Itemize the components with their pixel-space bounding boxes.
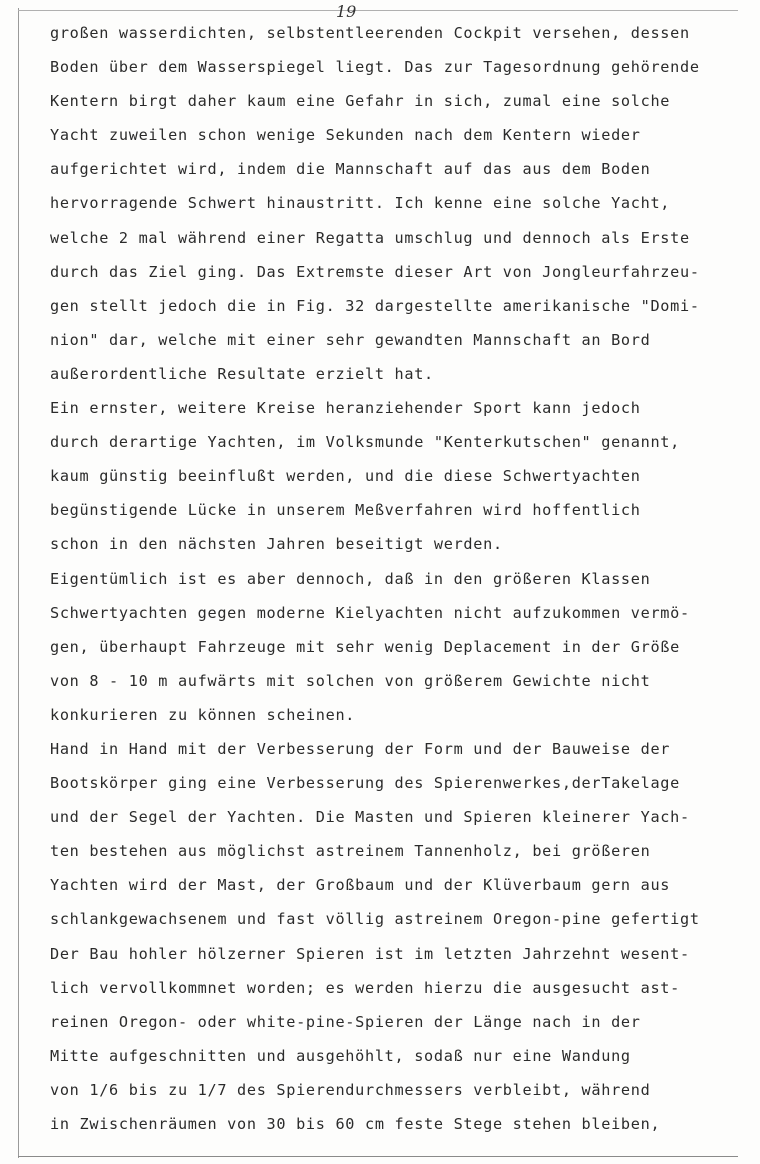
text-line: schon in den nächsten Jahren beseitigt werden. [50,535,503,554]
page-bottom-border [18,1156,738,1157]
text-line: nion" dar, welche mit einer sehr gewandten Mannschaft an Bord [50,330,651,349]
page-top-border [18,10,738,11]
text-line: und der Segel der Yachten. Die Masten und Spieren kleinerer Yach- [50,808,690,827]
text-line: Schwertyachten gegen moderne Kielyachten nicht aufzukommen vermö- [50,603,690,622]
text-line: Hand in Hand mit der Verbesserung der Form und der Bauweise der [50,739,671,758]
text-line: lich vervollkommnet worden; es werden hierzu die ausgesucht ast- [50,978,680,997]
text-line: reinen Oregon- oder white-pine-Spieren der Länge nach in der [50,1012,641,1031]
text-line: begünstigende Lücke in unserem Meßverfahren wird hoffentlich [50,501,641,520]
text-line: Der Bau hohler hölzerner Spieren ist im letzten Jahrzehnt wesent- [50,944,690,963]
text-line: in Zwischenräumen von 30 bis 60 cm feste Stege stehen bleiben, [50,1115,661,1133]
text-line: außerordentliche Resultate erzielt hat. [50,364,434,383]
text-line: durch das Ziel ging. Das Extremste dieser Art von Jongleurfahrzeu- [50,262,700,281]
text-line: von 1/6 bis zu 1/7 des Spierendurchmessers verbleibt, während [50,1080,651,1099]
text-line: kaum günstig beeinflußt werden, und die diese Schwertyachten [50,467,641,486]
text-line: aufgerichtet wird, indem die Mannschaft auf das aus dem Boden [50,160,651,179]
page-left-border [18,8,19,1158]
text-line: durch derartige Yachten, im Volksmunde "Kenterkutschen" genannt, [50,433,680,452]
text-line: hervorragende Schwert hinaustritt. Ich kenne eine solche Yacht, [50,194,671,213]
text-line: Mitte aufgeschnitten und ausgehöhlt, sodaß nur eine Wandung [50,1046,631,1065]
text-line: großen wasserdichten, selbstentleerenden Cockpit versehen, dessen [50,24,690,42]
text-line: konkurieren zu können scheinen. [50,705,356,724]
page-number: 19 [336,2,357,21]
text-line: ten bestehen aus möglichst astreinem Tannenholz, bei größeren [50,842,651,861]
text-line: Yacht zuweilen schon wenige Sekunden nach dem Kentern wieder [50,126,641,145]
text-line: Bootskörper ging eine Verbesserung des Spierenwerkes,derTakelage [50,774,680,793]
text-line: Eigentümlich ist es aber dennoch, daß in den größeren Klassen [50,569,651,588]
text-line: gen stellt jedoch die in Fig. 32 dargestellte amerikanische "Domi- [50,296,700,315]
text-line: Ein ernster, weitere Kreise heranziehender Sport kann jedoch [50,399,641,418]
text-line: von 8 - 10 m aufwärts mit solchen von größerem Gewichte nicht [50,671,651,690]
text-line: gen, überhaupt Fahrzeuge mit sehr wenig Deplacement in der Größe [50,637,680,656]
text-line: welche 2 mal während einer Regatta umschlug und dennoch als Erste [50,228,690,247]
text-line: Kentern birgt daher kaum eine Gefahr in sich, zumal eine solche [50,92,671,111]
text-line: schlankgewachsenem und fast völlig astreinem Oregon-pine gefertigt [50,910,700,929]
body-text [50,16,750,1141]
text-line: Boden über dem Wasserspiegel liegt. Das zur Tagesordnung gehörende [50,58,700,77]
text-line: Yachten wird der Mast, der Großbaum und der Klüverbaum gern aus [50,876,671,895]
